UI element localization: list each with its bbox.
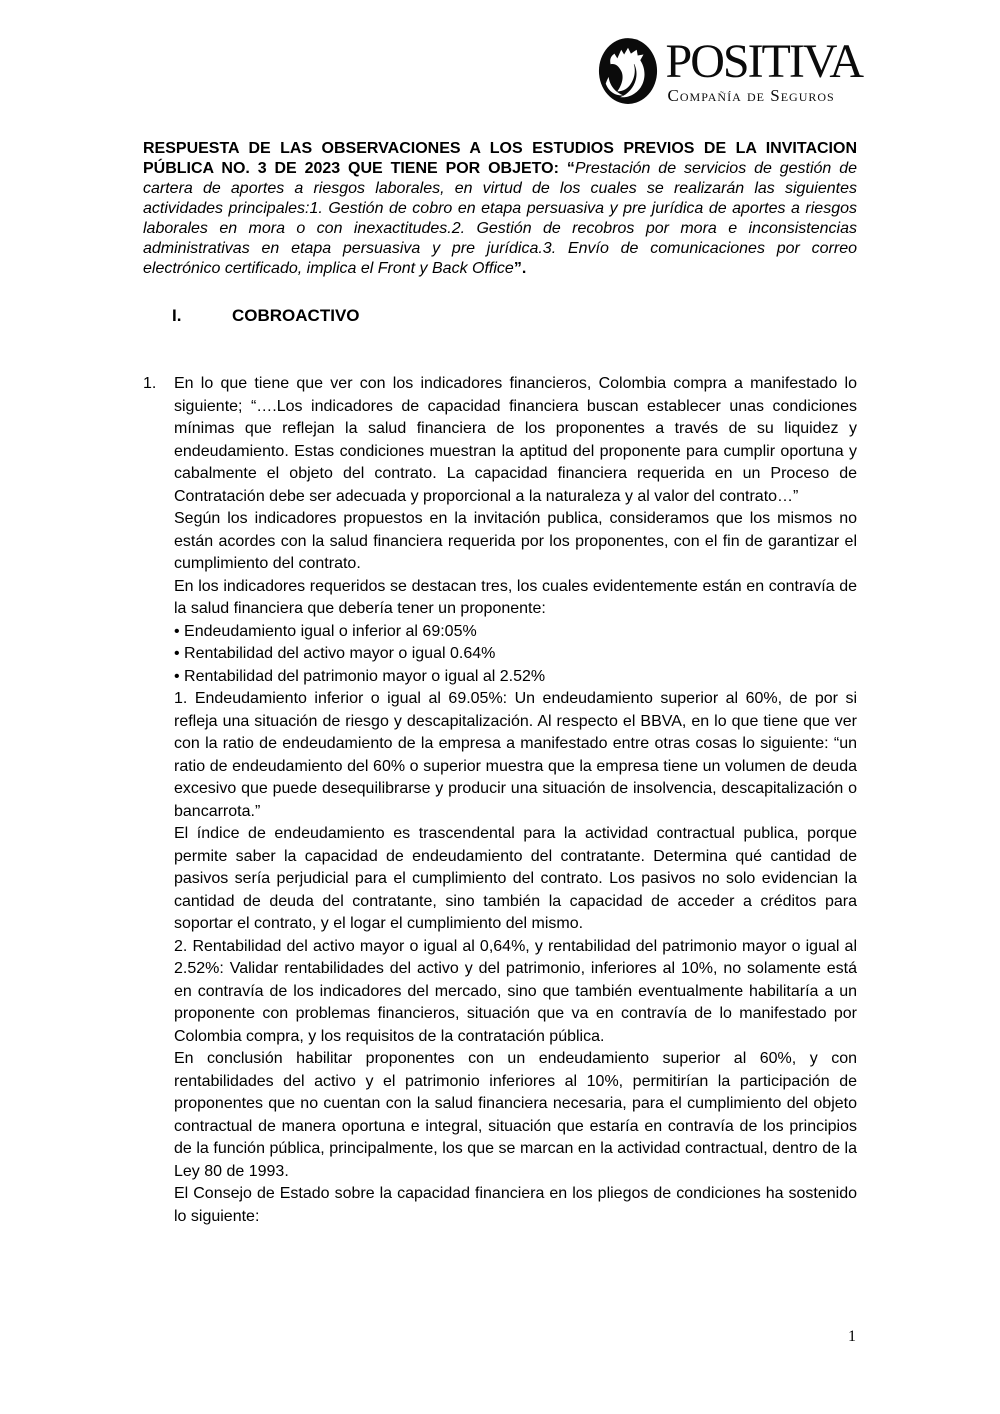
title-close-quote: ”. xyxy=(513,260,527,277)
logo-wordmark: POSITIVA xyxy=(665,35,862,88)
document-title xyxy=(143,139,857,279)
paragraph-3: En los indicadores requeridos se destacan tres, los cuales evidentemente están en contravía de la salud financiera que debería tener un proponente: xyxy=(174,577,857,617)
paragraph-5: El índice de endeudamiento es trascendental para la actividad contractual publica, porque permite saber la capacidad de endeudamiento del contratante. Determina qué cantidad de pasivos sería perjudicial para el cumplimiento del contrato. Los pasivos no solo evidencian la cantidad de deuda del contratante, sino también la capacidad de acceder a créditos para soportar el contrato, y el logar el cumplimiento del mismo. xyxy=(174,825,857,932)
numbered-item-1 xyxy=(143,373,857,1228)
section-title: COBROACTIVO xyxy=(232,306,360,325)
paragraph-6: 2. Rentabilidad del activo mayor o igual al 0,64%, y rentabilidad del patrimonio mayor o igual al 2.52%: Validar rentabilidades del activo y del patrimonio, inferiores al 10%, no solamente está en contravía de los indicadores del mercado, sino que también eventualmente habilitaría a un proponente con problemas financieros, situación que va en contravía de lo manifestado por Colombia compra, y los requisitos de la contratación pública. xyxy=(174,937,857,1045)
paragraph-4: 1. Endeudamiento inferior o igual al 69.05%: Un endeudamiento superior al 60%, de por si refleja una situación de riesgo y descapitalización. Al respecto el BBVA, en lo que tiene que ver con la ratio de endeudamiento de la empresa a manifestado entre otras cosas lo siguiente: “un ratio de endeudamiento del 60% o superior muestra que la empresa tiene un volumen de deuda excesivo que puede desequilibrarse y producir una situación de insolvencia, descapitalización o bancarrota.” xyxy=(174,690,857,820)
title-bold-text: RESPUESTA DE LAS OBSERVACIONES A LOS ESTUDIOS PREVIOS DE LA INVITACION PÚBLICA NO. 3 DE 2023 QUE TIENE POR OBJETO: xyxy=(143,140,857,177)
item-content xyxy=(174,373,857,1228)
globe-icon xyxy=(597,36,659,106)
paragraph-7: En conclusión habilitar proponentes con un endeudamiento superior al 60%, y con rentabilidades del activo y el patrimonio inferiores al 10%, permitirían la participación de proponentes que no cuentan con la salud financiera necesaria, para el cumplimiento del objeto contractual de manera oportuna e integral, situación que estaría en contravía de los principios de la función pública, principalmente, los que se marcan en la actividad contractual, dentro de la Ley 80 de 1993. xyxy=(174,1050,857,1180)
paragraph-1: En lo que tiene que ver con los indicadores financieros, Colombia compra a manifestado lo siguiente; “….Los indicadores de capacidad financiera buscan establecer unas condiciones mínimas que reflejan la salud financiera de los proponentes a través de su liquidez y endeudamiento. Estas condiciones muestran la aptitud del proponente para cumplir oportuna y cabalmente el objeto del contrato. La capacidad financiera requerida en un Proceso de Contratación debe ser adecuada y proporcional a la naturaleza y al valor del contrato…” xyxy=(174,375,857,505)
item-number: 1. xyxy=(143,375,157,392)
company-logo xyxy=(597,36,862,106)
bullet-1: • Endeudamiento igual o inferior al 69:05% xyxy=(174,622,477,640)
logo-subtitle: Compañía de Seguros xyxy=(667,86,835,105)
title-open-quote: “ xyxy=(566,160,575,177)
section-heading xyxy=(172,306,360,326)
title-object-quote: Prestación de servicios de gestión de cartera de aportes a riesgos laborales, en virtud de los cuales se realizarán las siguientes actividades principales:1. Gestión de cobro en etapa persuasiva y pre jurídica de aportes a riesgos laborales en mora o con inexactitudes.2. Gestión de recobros por mora e inconsistencias administrativas en etapa persuasiva y pre jurídica.3. Envío de comunicaciones por correo electrónico certificado, implica el Front y Back Office xyxy=(143,160,857,277)
bullet-2: • Rentabilidad del activo mayor o igual 0.64% xyxy=(174,645,496,662)
page-number: 1 xyxy=(848,1328,856,1345)
paragraph-8: El Consejo de Estado sobre la capacidad financiera en los pliegos de condiciones ha sostenido lo siguiente: xyxy=(174,1185,857,1225)
section-numeral: I. xyxy=(172,306,182,325)
bullet-3: • Rentabilidad del patrimonio mayor o igual al 2.52% xyxy=(174,667,546,685)
paragraph-2: Según los indicadores propuestos en la invitación publica, consideramos que los mismos no están acordes con la salud financiera requerida por los proponentes, con el fin de garantizar el cumplimiento del contrato. xyxy=(174,510,857,572)
